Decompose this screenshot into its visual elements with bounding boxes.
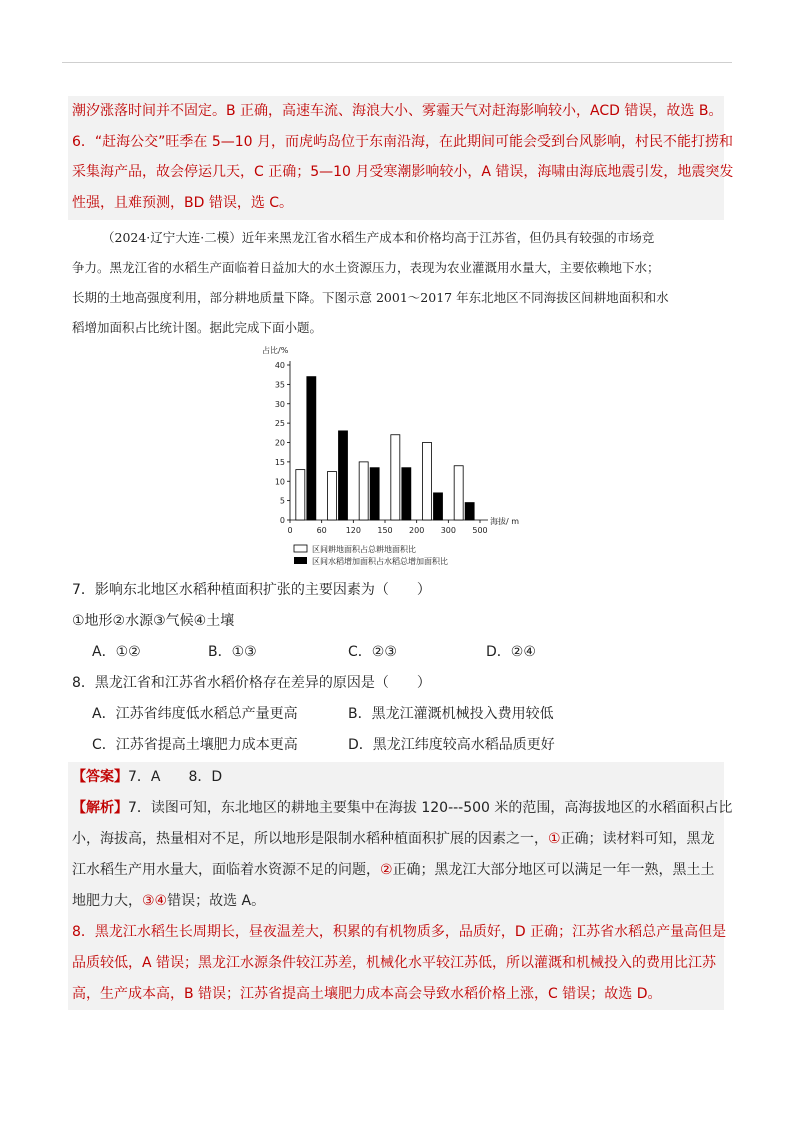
elevation-bar-chart	[250, 340, 530, 572]
prev-answer-line-4: 性强，且难预测，BD 错误，选 C。	[72, 195, 294, 211]
analysis-line-5: 8．黑龙江水稻生长周期长，昼夜温差大，积累的有机物质多，品质好，D 正确；江苏省水稻总产量高但是	[72, 924, 727, 940]
analysis-text-4-end: 错误；故选 A。	[167, 893, 266, 909]
q7-option-c[interactable]: C．②③	[348, 644, 397, 660]
prev-answer-line-1: 潮汐涨落时间并不固定。B 正确，高速车流、海浪大小、雾霾天气对赶海影响较小，ACD 错误，故选 B。	[72, 103, 723, 119]
q8-option-b[interactable]: B．黑龙江灌溉机械投入费用较低	[348, 706, 554, 722]
analysis-text-3-end: 正确；黑龙江大部分地区可以满足一年一熟，黑土土	[392, 862, 715, 878]
analysis-text-1: 7．读图可知，东北地区的耕地主要集中在海拔 120---500 米的范围，高海拔地区的水稻面积占比	[128, 800, 733, 816]
q7-option-a[interactable]: A．①②	[92, 644, 141, 660]
bar-cultivated-share	[423, 443, 432, 521]
passage-line-4: 稻增加面积占比统计图。据此完成下面小题。	[72, 320, 323, 335]
analysis-mark-2: ②	[380, 862, 393, 878]
q7-factors: ①地形②水源③气候④土壤	[72, 613, 235, 629]
analysis-line-3	[72, 860, 715, 880]
q7-option-d[interactable]: D．②④	[486, 644, 536, 660]
analysis-text-2-end: 正确；读材料可知，黑龙	[560, 831, 715, 847]
y-tick-label: 40	[274, 361, 285, 370]
y-tick-label: 25	[274, 419, 285, 429]
analysis-line-1	[72, 798, 732, 818]
legend-label-cultivated: 区间耕地面积占总耕地面积比	[312, 545, 416, 554]
q8-option-d[interactable]: D．黑龙江纬度较高水稻品质更好	[348, 737, 555, 753]
passage-line-1: （2024·辽宁大连·二模）近年来黑龙江省水稻生产成本和价格均高于江苏省，但仍具有较强的市场竞	[102, 230, 655, 245]
analysis-mark-3: ③④	[142, 893, 168, 909]
header-rule	[62, 62, 732, 63]
bar-rice-increase-share	[434, 493, 443, 520]
analysis-mark-1: ①	[548, 831, 561, 847]
x-tick-label: 200	[409, 526, 425, 535]
answer-text: 7．A 8．D	[128, 769, 223, 785]
q8-option-a[interactable]: A．江苏省纬度低水稻总产量更高	[92, 706, 298, 722]
analysis-line-6: 品质较低，A 错误；黑龙江水源条件较江苏差，机械化水平较江苏低，所以灌溉和机械投入的费用比江苏	[72, 955, 717, 971]
answer-tag: 【答案】	[72, 769, 128, 785]
prev-answer-line-3: 采集海产品，故会停运几天，C 正确；5—10 月受寒潮影响较小，A 错误，海啸由海底地震引发，地震突发	[72, 164, 734, 180]
y-tick-label: 10	[274, 477, 285, 487]
y-tick-label: 5	[279, 496, 285, 506]
bar-rice-increase-share	[465, 503, 474, 520]
passage-line-2: 争力。黑龙江省的水稻生产面临着日益加大的水土资源压力，表现为农业灌溉用水量大，主要依赖地下水；	[72, 260, 660, 275]
y-tick-label: 20	[274, 438, 285, 448]
q8-option-c[interactable]: C．江苏省提高土壤肥力成本更高	[92, 737, 298, 753]
y-tick-label: 0	[279, 516, 285, 525]
bar-rice-increase-share	[402, 468, 411, 520]
legend-label-rice: 区间水稻增加面积占水稻总增加面积比	[312, 557, 448, 566]
bar-cultivated-share	[359, 462, 368, 520]
x-tick-label: 60	[316, 526, 327, 535]
q7-option-b[interactable]: B．①③	[208, 644, 257, 660]
bar-cultivated-share	[454, 466, 463, 520]
bar-rice-increase-share	[307, 377, 316, 520]
q8-stem: 8．黑龙江省和江苏省水稻价格存在差异的原因是（ ）	[72, 675, 431, 691]
x-tick-label: 120	[345, 526, 361, 535]
legend-swatch-rice	[294, 557, 307, 564]
prev-answer-line-2: 6．“赶海公交”旺季在 5—10 月，而虎屿岛位于东南沿海，在此期间可能会受到台风影响，村民不能打捞和	[72, 134, 734, 150]
x-tick-label: 0	[287, 526, 293, 535]
x-tick-label: 500	[472, 526, 488, 535]
y-tick-label: 35	[274, 380, 285, 390]
x-tick-label: 300	[440, 526, 456, 535]
analysis-tag: 【解析】	[72, 800, 128, 816]
legend	[294, 544, 448, 566]
bar-rice-increase-share	[370, 468, 379, 520]
x-tick-label: 150	[377, 526, 393, 535]
passage-line-3: 长期的土地高强度利用，部分耕地质量下降。下图示意 2001～2017 年东北地区不同海拔区间耕地面积和水	[72, 290, 669, 305]
q7-stem: 7．影响东北地区水稻种植面积扩张的主要因素为（ ）	[72, 582, 431, 598]
bar-cultivated-share	[296, 470, 305, 520]
analysis-text-4: 地肥力大，	[72, 893, 142, 909]
bar-cultivated-share	[391, 435, 400, 520]
y-axis-label: 占比/%	[262, 346, 289, 355]
bar-cultivated-share	[328, 472, 337, 520]
answer-line	[72, 767, 222, 787]
legend-swatch-cultivated	[294, 545, 307, 552]
analysis-line-4	[72, 891, 265, 911]
analysis-text-2: 小，海拔高，热量相对不足，所以地形是限制水稻种植面积扩展的因素之一，	[72, 831, 548, 847]
y-tick-label: 15	[274, 457, 285, 467]
bar-rice-increase-share	[339, 431, 348, 520]
y-tick-label: 30	[274, 399, 285, 409]
x-axis-label: 海拔/ m	[490, 517, 520, 526]
analysis-line-7: 高，生产成本高，B 错误；江苏省提高土壤肥力成本高会导致水稻价格上涨，C 错误；故选 D。	[72, 986, 662, 1002]
analysis-line-2	[72, 829, 715, 849]
analysis-text-3: 江水稻生产用水量大，面临着水资源不足的问题，	[72, 862, 380, 878]
